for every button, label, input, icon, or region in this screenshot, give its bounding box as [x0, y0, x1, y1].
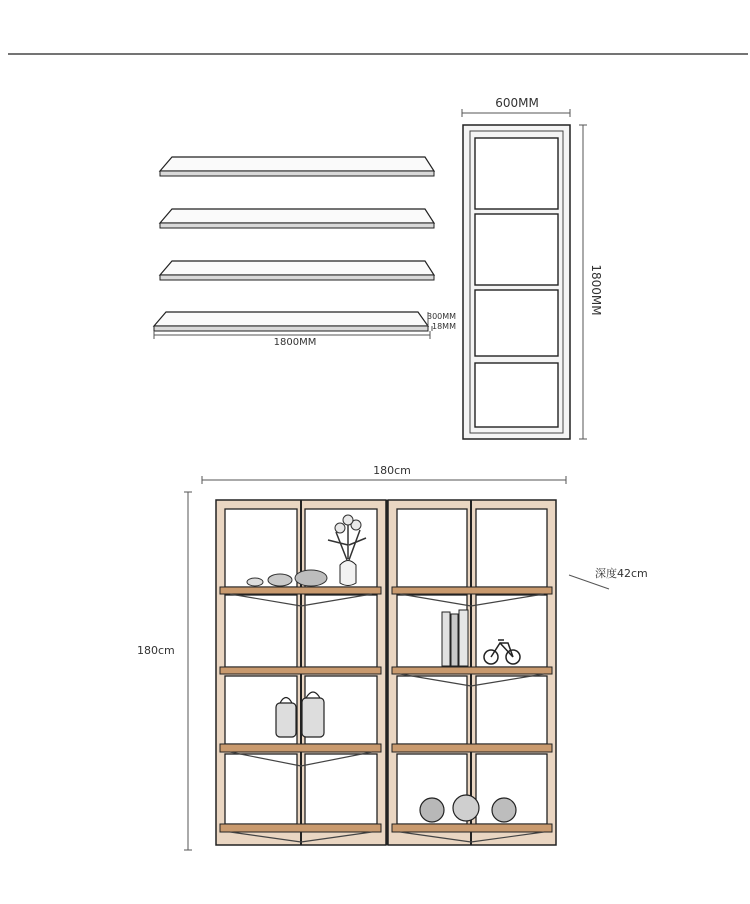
left-panels [216, 500, 386, 845]
shelf-board [160, 157, 434, 176]
right-panels [388, 500, 556, 845]
shelf-length-label: 1800MM [273, 337, 317, 348]
assembled-unit [137, 464, 648, 850]
shelf-depth-label: 300MM [427, 312, 457, 321]
shelf-board [160, 209, 434, 228]
globes [420, 795, 516, 822]
assembled-width-label: 180cm [373, 464, 411, 477]
shelf-board [160, 261, 434, 280]
panel-opening [475, 214, 558, 285]
shelf-thickness-label: 18MM [432, 322, 456, 331]
books [442, 610, 468, 666]
shelf-board [154, 312, 428, 331]
panel-opening [475, 290, 558, 356]
panel-opening [475, 138, 558, 209]
shelf-boards [154, 157, 456, 348]
panel-opening [475, 363, 558, 427]
panel-width-label: 600MM [495, 96, 539, 110]
panel-frame [462, 96, 603, 439]
assembled-depth-label: 深度42cm [595, 567, 648, 580]
panel-height-label: 1800MM [589, 264, 603, 316]
assembled-height-label: 180cm [137, 644, 175, 657]
